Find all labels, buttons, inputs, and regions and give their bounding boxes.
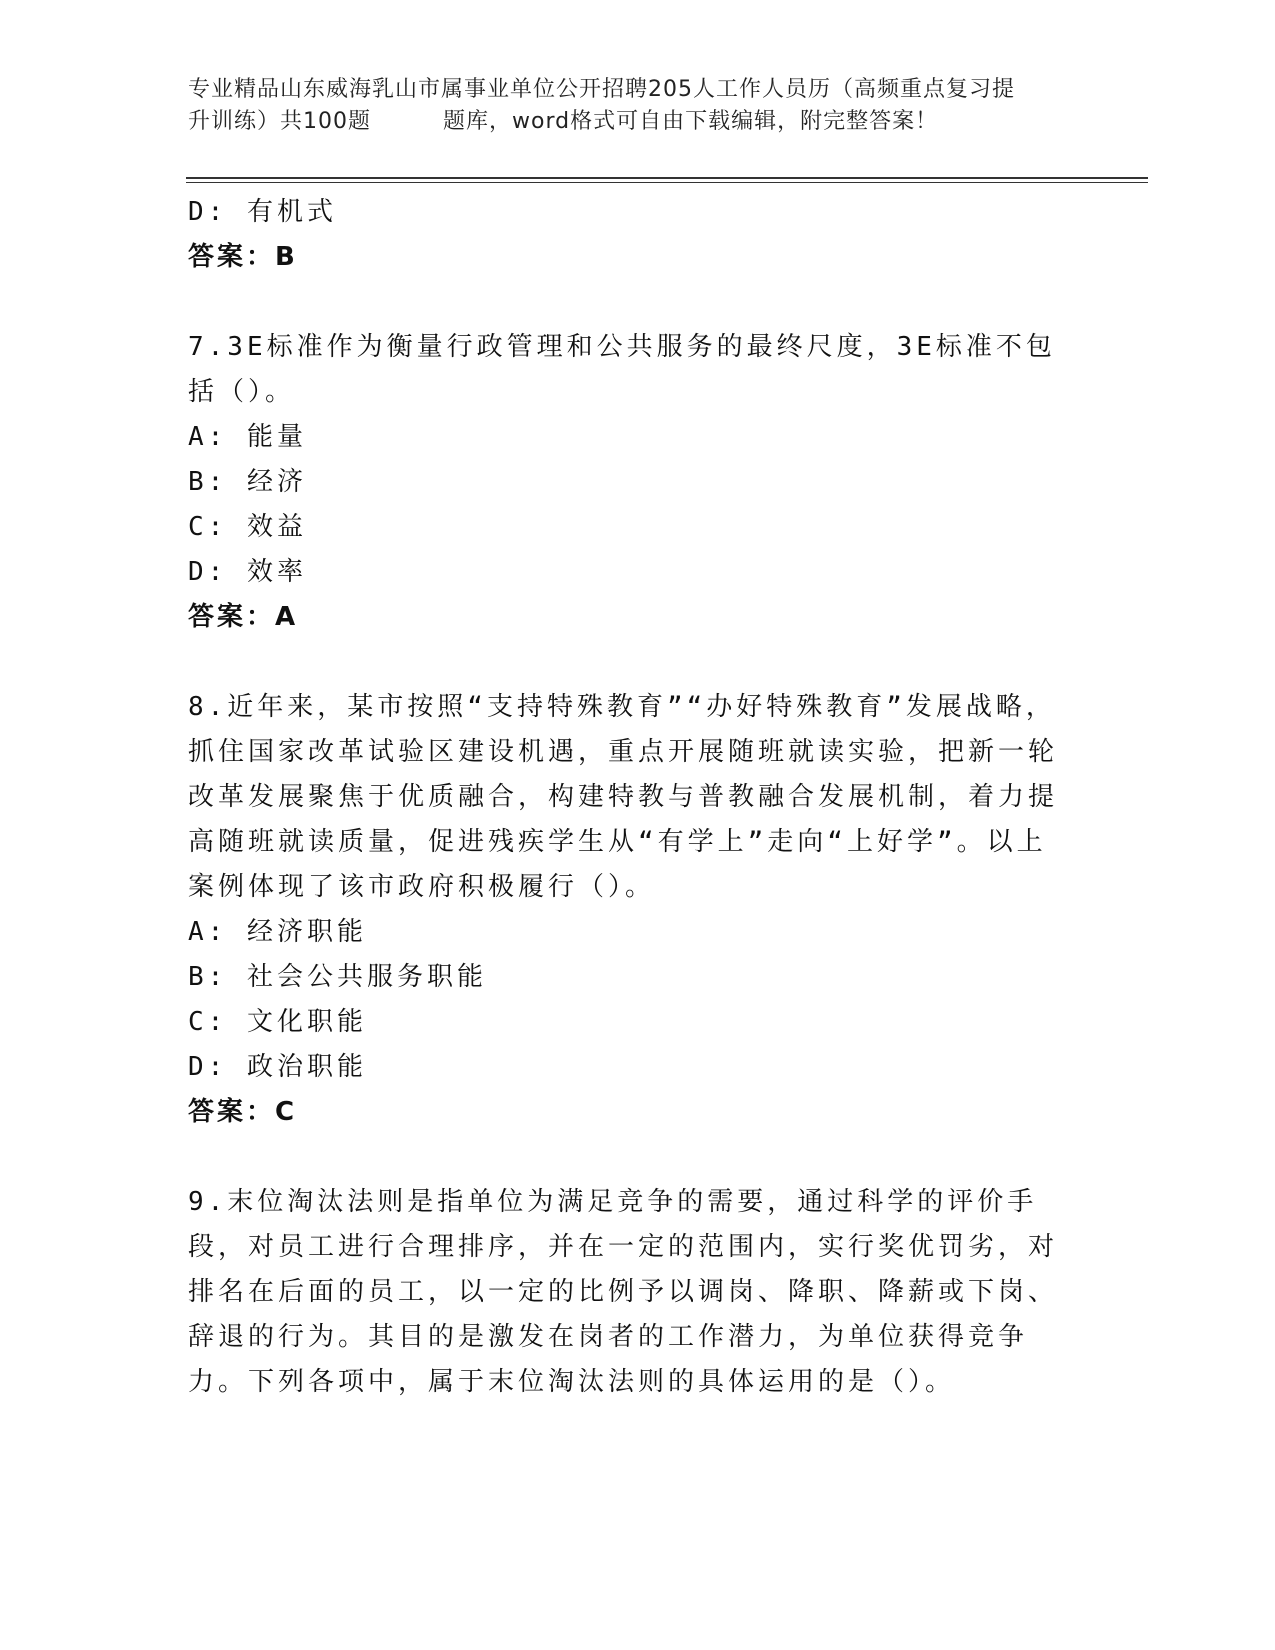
header-divider-thin bbox=[186, 182, 1148, 183]
q7-stem: 7.3E标准作为衡量行政管理和公共服务的最终尺度，3E标准不包括（）。 bbox=[188, 332, 1056, 407]
q8-option-a: A: 经济职能 bbox=[188, 917, 367, 947]
header-line-1: 专业精品山东威海乳山市属事业单位公开招聘205人工作人员历（高频重点复习提 bbox=[188, 77, 1015, 102]
question-8 bbox=[188, 685, 1068, 1135]
q7-option-d: D: 效率 bbox=[188, 557, 307, 587]
question-6-tail bbox=[188, 190, 1068, 280]
question-9 bbox=[188, 1180, 1068, 1405]
header-divider-thick bbox=[186, 177, 1148, 179]
q8-option-c: C: 文化职能 bbox=[188, 1007, 367, 1037]
q6-answer: 答案：B bbox=[188, 242, 298, 272]
q7-option-b: B: 经济 bbox=[188, 467, 307, 497]
q9-stem: 9.末位淘汰法则是指单位为满足竞争的需要，通过科学的评价手段，对员工进行合理排序，并在一定的范围内，实行奖优罚劣，对排名在后面的员工，以一定的比例予以调岗、降职、降薪或下岗、辞退的行为。其目的是激发在岗者的工作潜力，为单位获得竞争力。下列各项中，属于末位淘汰法则的具体运用的是（）。 bbox=[188, 1187, 1059, 1397]
document-body bbox=[188, 190, 1068, 1405]
q8-stem: 8.近年来，某市按照“支持特殊教育”“办好特殊教育”发展战略，抓住国家改革试验区建设机遇，重点开展随班就读实验，把新一轮改革发展聚焦于优质融合，构建特教与普教融合发展机制，着力提高随班就读质量，促进残疾学生从“有学上”走向“上好学”。以上案例体现了该市政府积极履行（）。 bbox=[188, 692, 1059, 902]
q8-option-b: B: 社会公共服务职能 bbox=[188, 962, 487, 992]
q7-option-c: C: 效益 bbox=[188, 512, 307, 542]
document-header bbox=[188, 74, 1088, 138]
header-line-2 bbox=[188, 106, 1088, 138]
q7-answer: 答案：A bbox=[188, 602, 299, 632]
header-line-2-left: 升训练）共100题 bbox=[188, 109, 371, 134]
question-7 bbox=[188, 325, 1068, 640]
q8-answer: 答案：C bbox=[188, 1097, 298, 1127]
q6-option-d: D: 有机式 bbox=[188, 197, 337, 227]
q7-option-a: A: 能量 bbox=[188, 422, 307, 452]
header-line-2-right: 题库，word格式可自由下载编辑，附完整答案！ bbox=[443, 109, 939, 134]
q8-option-d: D: 政治职能 bbox=[188, 1052, 367, 1082]
